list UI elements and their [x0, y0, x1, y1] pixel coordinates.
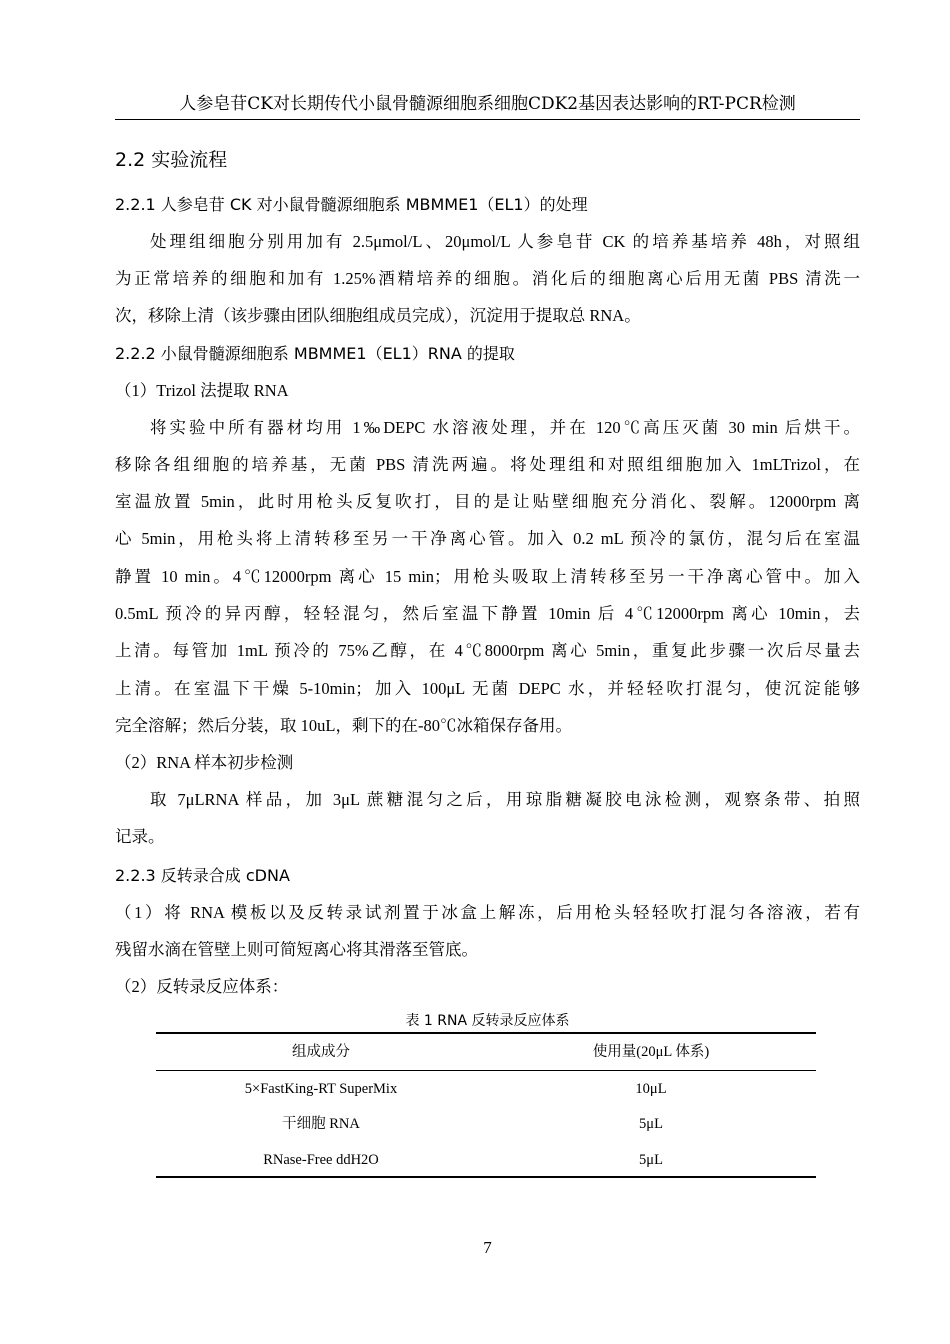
paragraph-line: 为正常培养的细胞和加有 1.25%酒精培养的细胞。消化后的细胞离心后用无菌 PBS 清洗一 [115, 269, 860, 288]
section-heading: 2.2 实验流程 [115, 149, 228, 171]
paragraph-line: 上清。每管加 1mL 预冷的 75%乙醇，在 4℃8000rpm 离心 5min，重复此步骤一次后尽量去 [115, 641, 860, 660]
table-header-rule [156, 1070, 816, 1071]
paragraph-line: 移除各组细胞的培养基，无菌 PBS 清洗两遍。将处理组和对照组细胞加入 1mLTrizol，在 [115, 455, 860, 474]
header-rule [115, 119, 860, 120]
paragraph-line: 取 7μLRNA 样品，加 3μL 蔗糖混匀之后，用琼脂糖凝胶电泳检测，观察条带、拍照 [150, 790, 860, 809]
subsection-heading-2-2-2: 2.2.2 小鼠骨髓源细胞系 MBMME1（EL1）RNA 的提取 [115, 344, 515, 363]
step-heading: （2）反转录反应体系： [115, 977, 289, 996]
paragraph-line: 残留水滴在管壁上则可简短离心将其滑落至管底。 [115, 940, 478, 959]
paragraph-line: 室温放置 5min，此时用枪头反复吹打，目的是让贴壁细胞充分消化、裂解。12000rpm 离 [115, 492, 860, 511]
paragraph-line: 处理组细胞分别用加有 2.5μmol/L、20μmol/L 人参皂苷 CK 的培养基培养 48h，对照组 [150, 232, 860, 251]
running-header: 人参皂苷CK对长期传代小鼠骨髓源细胞系细胞CDK2基因表达影响的RT-PCR检测 [179, 94, 796, 114]
paragraph-line: 心 5min，用枪头将上清转移至另一干净离心管。加入 0.2 mL 预冷的氯仿，混匀后在室温 [115, 529, 860, 548]
table-header-cell: 组成成分 [292, 1044, 350, 1060]
step-heading: （2）RNA 样本初步检测 [115, 753, 294, 772]
table-cell: 5×FastKing-RT SuperMix [244, 1081, 398, 1097]
table-cell: RNase-Free ddH2O [263, 1152, 379, 1168]
table-cell: 10μL [635, 1081, 667, 1097]
table-cell: 5μL [639, 1152, 663, 1168]
paragraph-line: 将实验中所有器材均用 1‰DEPC 水溶液处理，并在 120℃高压灭菌 30 min 后烘干。 [150, 418, 860, 437]
paragraph-line: （1）将 RNA 模板以及反转录试剂置于冰盒上解冻，后用枪头轻轻吹打混匀各溶液，若有 [115, 903, 860, 922]
step-heading: （1）Trizol 法提取 RNA [115, 381, 289, 400]
paragraph-line: 上清。在室温下干燥 5-10min；加入 100μL 无菌 DEPC 水，并轻轻吹打混匀，使沉淀能够 [115, 679, 860, 698]
table-caption: 表 1 RNA 反转录反应体系 [405, 1013, 570, 1029]
paragraph-line: 0.5mL 预冷的异丙醇，轻轻混匀，然后室温下静置 10min 后 4℃12000rpm 离心 10min，去 [115, 604, 860, 623]
paragraph-line: 次，移除上清（该步骤由团队细胞组成员完成），沉淀用于提取总 RNA。 [115, 306, 641, 325]
subsection-heading-2-2-3: 2.2.3 反转录合成 cDNA [115, 866, 290, 885]
page-number: 7 [483, 1238, 492, 1257]
table-header-cell: 使用量(20μL 体系) [592, 1044, 710, 1060]
paragraph-line: 完全溶解；然后分装，取 10uL，剩下的在-80℃冰箱保存备用。 [115, 716, 572, 735]
paragraph-line: 静置 10 min。4℃12000rpm 离心 15 min；用枪头吸取上清转移至另一干净离心管中。加入 [115, 567, 860, 586]
subsection-heading-2-2-1: 2.2.1 人参皂苷 CK 对小鼠骨髓源细胞系 MBMME1（EL1）的处理 [115, 195, 588, 214]
paragraph-line: 记录。 [115, 827, 165, 846]
table-top-rule [156, 1032, 816, 1034]
table-cell: 干细胞 RNA [282, 1116, 360, 1132]
table-bottom-rule [156, 1176, 816, 1178]
table-cell: 5μL [639, 1116, 663, 1132]
